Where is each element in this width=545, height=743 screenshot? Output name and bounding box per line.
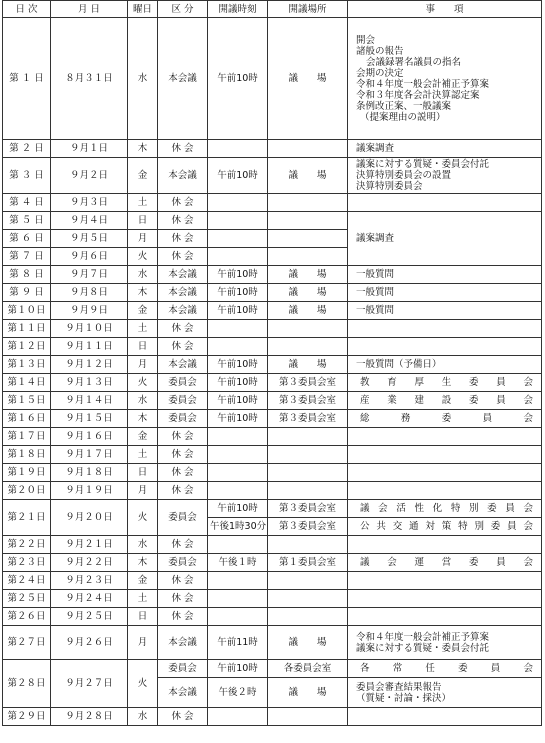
weekday: 火	[128, 660, 158, 708]
weekday: 火	[128, 374, 158, 392]
agenda-item: 議案調査	[348, 140, 542, 158]
header-time: 開議時刻	[208, 1, 268, 18]
weekday: 土	[128, 194, 158, 212]
table-row	[3, 194, 542, 212]
start-time: 午前10時	[208, 266, 268, 284]
venue	[268, 708, 348, 726]
agenda-item: 一般質問	[348, 284, 542, 302]
agenda-item: 令和４年度一般会計補正予算案	[356, 78, 490, 90]
weekday: 日	[128, 212, 158, 230]
agenda-item: 一般質問（予備日）	[348, 356, 542, 374]
day-number: 第 ３ 日	[3, 158, 51, 194]
agenda-cell	[348, 158, 542, 194]
day-number: 第２８日	[3, 660, 51, 708]
table-row	[3, 572, 542, 590]
agenda-item	[348, 212, 542, 266]
agenda-item: 令和４年度一般会計補正予算案	[356, 631, 490, 643]
agenda-item	[348, 572, 542, 590]
agenda-item: （質疑・討論・採決）	[356, 692, 452, 704]
session-type: 本会議	[158, 302, 208, 320]
venue: 各委員会室	[268, 660, 348, 678]
agenda-item	[348, 536, 542, 554]
agenda-item: 会議録署名議員の指名	[366, 56, 462, 68]
date: ９月１０日	[51, 320, 128, 338]
day-number: 第１１日	[3, 320, 51, 338]
session-type: 委員会	[158, 392, 208, 410]
date: ９月２７日	[51, 660, 128, 708]
table-row	[3, 708, 542, 726]
weekday: 月	[128, 356, 158, 374]
venue	[268, 590, 348, 608]
agenda-item: 産業建設委員会	[348, 392, 542, 410]
date: ９月２６日	[51, 626, 128, 660]
table-row	[3, 428, 542, 446]
session-type: 休 会	[158, 482, 208, 500]
venue: 第１委員会室	[268, 554, 348, 572]
day-number: 第２２日	[3, 536, 51, 554]
day-number: 第１２日	[3, 338, 51, 356]
weekday: 土	[128, 590, 158, 608]
agenda-item	[348, 320, 542, 338]
session-type: 休 会	[158, 536, 208, 554]
weekday: 水	[128, 392, 158, 410]
session-schedule-sheet	[2, 0, 541, 726]
date: ９月２４日	[51, 590, 128, 608]
agenda-item: 議会活性化特別委員会	[348, 500, 542, 518]
start-time: 午後２時	[208, 678, 268, 708]
agenda-item: （提案理由の説明）	[360, 111, 446, 123]
date: ９月３日	[51, 194, 128, 212]
weekday: 水	[128, 18, 158, 140]
date: ８月３１日	[51, 18, 128, 140]
date: ９月２日	[51, 158, 128, 194]
venue: 第３委員会室	[268, 392, 348, 410]
agenda-item: 令和３年度各会計決算認定案	[356, 89, 480, 101]
date: ９月１５日	[51, 410, 128, 428]
weekday: 金	[128, 428, 158, 446]
day-number: 第２７日	[3, 626, 51, 660]
venue: 第３委員会室	[268, 410, 348, 428]
venue	[268, 608, 348, 626]
day-number: 第 １ 日	[3, 18, 51, 140]
venue	[268, 572, 348, 590]
date: ９月１２日	[51, 356, 128, 374]
table-row	[3, 590, 542, 608]
weekday: 土	[128, 446, 158, 464]
session-type: 休 会	[158, 464, 208, 482]
date: ９月１１日	[51, 338, 128, 356]
weekday: 金	[128, 572, 158, 590]
day-number: 第 ８ 日	[3, 266, 51, 284]
weekday: 土	[128, 320, 158, 338]
venue: 議 場	[268, 158, 348, 194]
venue: 議 場	[268, 302, 348, 320]
start-time	[208, 608, 268, 626]
agenda-item	[348, 464, 542, 482]
start-time: 午前10時	[208, 660, 268, 678]
start-time: 午前10時	[208, 500, 268, 518]
venue: 議 場	[268, 678, 348, 708]
venue	[268, 194, 348, 212]
session-type: 休 会	[158, 608, 208, 626]
date: ９月８日	[51, 284, 128, 302]
day-number: 第 ５ 日	[3, 212, 51, 230]
venue	[268, 140, 348, 158]
header-weekday: 曜日	[128, 1, 158, 18]
day-number: 第 ９ 日	[3, 284, 51, 302]
agenda-item: 会期の決定	[356, 67, 404, 79]
weekday: 木	[128, 284, 158, 302]
header-date: 月 日	[51, 1, 128, 18]
start-time: 午前10時	[208, 356, 268, 374]
session-type: 本会議	[158, 158, 208, 194]
start-time: 午前10時	[208, 284, 268, 302]
weekday: 月	[128, 482, 158, 500]
venue: 第３委員会室	[268, 374, 348, 392]
venue: 議 場	[268, 284, 348, 302]
header-place: 開議場所	[268, 1, 348, 18]
venue	[268, 482, 348, 500]
agenda-item	[348, 708, 542, 726]
agenda-cell	[348, 626, 542, 660]
table-row	[3, 302, 542, 320]
venue: 議 場	[268, 266, 348, 284]
day-number: 第１８日	[3, 446, 51, 464]
start-time	[208, 572, 268, 590]
session-type: 委員会	[158, 374, 208, 392]
session-schedule-table	[2, 0, 542, 726]
weekday: 木	[128, 140, 158, 158]
session-type: 休 会	[158, 212, 208, 230]
venue	[268, 230, 348, 248]
day-number: 第１９日	[3, 464, 51, 482]
day-number: 第 ４ 日	[3, 194, 51, 212]
date: ９月２２日	[51, 554, 128, 572]
table-row	[3, 18, 542, 140]
venue	[268, 212, 348, 230]
agenda-item	[348, 482, 542, 500]
day-number: 第１６日	[3, 410, 51, 428]
day-number: 第１０日	[3, 302, 51, 320]
date: ９月１９日	[51, 482, 128, 500]
date: ９月９日	[51, 302, 128, 320]
weekday: 日	[128, 608, 158, 626]
start-time: 午前10時	[208, 158, 268, 194]
date: ９月１８日	[51, 464, 128, 482]
weekday: 木	[128, 554, 158, 572]
header-matters: 事 項	[348, 1, 542, 18]
date: ９月７日	[51, 266, 128, 284]
start-time	[208, 482, 268, 500]
date: ９月２０日	[51, 500, 128, 536]
start-time: 午後1時30分	[208, 518, 268, 536]
start-time	[208, 464, 268, 482]
start-time: 午前10時	[208, 18, 268, 140]
venue: 第３委員会室	[268, 518, 348, 536]
agenda-item	[348, 194, 542, 212]
agenda-cell	[348, 18, 542, 140]
agenda-cell	[348, 678, 542, 708]
start-time	[208, 590, 268, 608]
day-number: 第２６日	[3, 608, 51, 626]
day-number: 第２１日	[3, 500, 51, 536]
day-number: 第２０日	[3, 482, 51, 500]
agenda-item	[348, 428, 542, 446]
agenda-item: 決算特別委員会	[356, 181, 423, 192]
table-row	[3, 212, 542, 230]
table-row	[3, 554, 542, 572]
session-type: 本会議	[158, 678, 208, 708]
session-type: 本会議	[158, 18, 208, 140]
venue	[268, 428, 348, 446]
agenda-item	[348, 446, 542, 464]
day-number: 第２５日	[3, 590, 51, 608]
venue	[268, 464, 348, 482]
session-type: 委員会	[158, 660, 208, 678]
table-row	[3, 392, 542, 410]
weekday: 日	[128, 338, 158, 356]
start-time	[208, 230, 268, 248]
date: ９月１７日	[51, 446, 128, 464]
agenda-item-text: 議案調査	[356, 233, 395, 244]
date: ９月５日	[51, 230, 128, 248]
agenda-item: 議案に対する質疑・委員会付託	[356, 159, 490, 170]
agenda-item	[348, 338, 542, 356]
start-time: 午前10時	[208, 374, 268, 392]
start-time	[208, 194, 268, 212]
agenda-item: 議会運営委員会	[348, 554, 542, 572]
venue: 第３委員会室	[268, 500, 348, 518]
venue: 議 場	[268, 356, 348, 374]
day-number: 第２４日	[3, 572, 51, 590]
header-type: 区 分	[158, 1, 208, 18]
session-type: 休 会	[158, 338, 208, 356]
table-row	[3, 266, 542, 284]
table-row	[3, 464, 542, 482]
table-row	[3, 374, 542, 392]
date: ９月１日	[51, 140, 128, 158]
weekday: 月	[128, 230, 158, 248]
agenda-item: 議案に対する質疑・委員会付託	[356, 642, 490, 654]
weekday: 日	[128, 464, 158, 482]
venue: 議 場	[268, 626, 348, 660]
session-type: 休 会	[158, 572, 208, 590]
agenda-item: 決算特別委員会の設置	[356, 170, 452, 181]
start-time	[208, 320, 268, 338]
weekday: 金	[128, 302, 158, 320]
weekday: 水	[128, 708, 158, 726]
table-row	[3, 536, 542, 554]
start-time: 午前10時	[208, 392, 268, 410]
agenda-item: 委員会審査結果報告	[356, 681, 442, 693]
session-type: 休 会	[158, 140, 208, 158]
session-type: 休 会	[158, 590, 208, 608]
date: ９月２１日	[51, 536, 128, 554]
day-number: 第１３日	[3, 356, 51, 374]
table-row	[3, 608, 542, 626]
date: ９月１３日	[51, 374, 128, 392]
session-type: 休 会	[158, 446, 208, 464]
table-row	[3, 140, 542, 158]
agenda-item: 一般質問	[348, 266, 542, 284]
table-row	[3, 410, 542, 428]
header-row	[3, 1, 542, 18]
table-row	[3, 626, 542, 660]
date: ９月２３日	[51, 572, 128, 590]
agenda-item: 総務委員会	[348, 410, 542, 428]
day-number: 第１５日	[3, 392, 51, 410]
table-row	[3, 320, 542, 338]
start-time: 午前10時	[208, 302, 268, 320]
venue	[268, 248, 348, 266]
start-time	[208, 708, 268, 726]
session-type: 休 会	[158, 194, 208, 212]
table-row	[3, 356, 542, 374]
session-type: 委員会	[158, 500, 208, 536]
start-time	[208, 212, 268, 230]
start-time	[208, 248, 268, 266]
weekday: 水	[128, 266, 158, 284]
start-time	[208, 140, 268, 158]
session-type: 休 会	[158, 320, 208, 338]
start-time	[208, 536, 268, 554]
table-row	[3, 500, 542, 518]
day-number: 第 ７ 日	[3, 248, 51, 266]
venue: 議 場	[268, 18, 348, 140]
venue	[268, 338, 348, 356]
start-time	[208, 446, 268, 464]
session-type: 本会議	[158, 284, 208, 302]
session-type: 委員会	[158, 554, 208, 572]
day-number: 第 ２ 日	[3, 140, 51, 158]
agenda-item: 各常任委員会	[348, 660, 542, 678]
venue	[268, 320, 348, 338]
session-type: 休 会	[158, 428, 208, 446]
day-number: 第２９日	[3, 708, 51, 726]
session-type: 本会議	[158, 626, 208, 660]
table-row	[3, 284, 542, 302]
venue	[268, 446, 348, 464]
day-number: 第１７日	[3, 428, 51, 446]
session-type: 本会議	[158, 266, 208, 284]
agenda-item: 諸般の報告	[356, 45, 404, 57]
agenda-item: 教育厚生委員会	[348, 374, 542, 392]
date: ９月６日	[51, 248, 128, 266]
date: ９月２８日	[51, 708, 128, 726]
table-row	[3, 482, 542, 500]
agenda-item: 一般質問	[348, 302, 542, 320]
session-type: 委員会	[158, 410, 208, 428]
day-number: 第 ６ 日	[3, 230, 51, 248]
table-row	[3, 660, 542, 678]
start-time: 午前10時	[208, 410, 268, 428]
session-type: 本会議	[158, 356, 208, 374]
start-time: 午後１時	[208, 554, 268, 572]
weekday: 火	[128, 248, 158, 266]
table-row	[3, 446, 542, 464]
date: ９月４日	[51, 212, 128, 230]
session-type: 休 会	[158, 708, 208, 726]
agenda-item: 開会	[356, 34, 376, 46]
day-number: 第２３日	[3, 554, 51, 572]
header-day-no: 日 次	[3, 1, 51, 18]
table-row	[3, 338, 542, 356]
weekday: 木	[128, 410, 158, 428]
day-number: 第１４日	[3, 374, 51, 392]
date: ９月１４日	[51, 392, 128, 410]
start-time	[208, 338, 268, 356]
weekday: 水	[128, 536, 158, 554]
start-time	[208, 428, 268, 446]
session-type: 休 会	[158, 248, 208, 266]
date: ９月２５日	[51, 608, 128, 626]
venue	[268, 536, 348, 554]
agenda-item	[348, 608, 542, 626]
weekday: 金	[128, 158, 158, 194]
start-time: 午前11時	[208, 626, 268, 660]
weekday: 火	[128, 500, 158, 536]
session-type: 休 会	[158, 230, 208, 248]
agenda-item: 公共交通対策特別委員会	[348, 518, 542, 536]
table-row	[3, 158, 542, 194]
agenda-item: 条例改正案、一般議案	[356, 100, 452, 112]
weekday: 月	[128, 626, 158, 660]
agenda-item	[348, 590, 542, 608]
date: ９月１６日	[51, 428, 128, 446]
